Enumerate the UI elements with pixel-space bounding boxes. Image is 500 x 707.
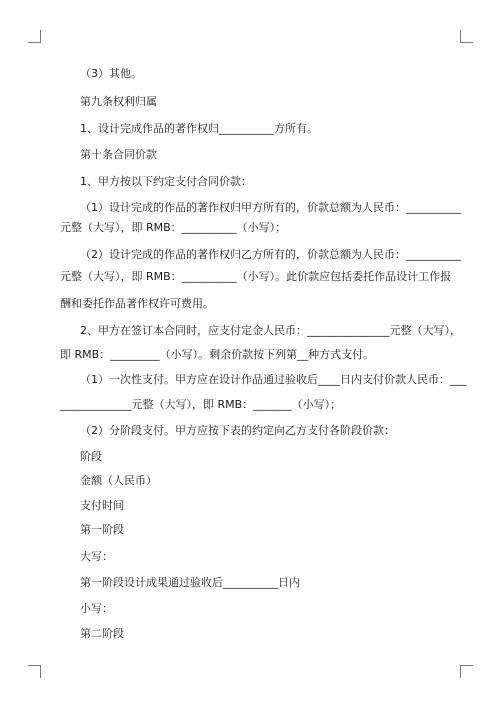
crop-mark-bottom-right: [460, 665, 473, 678]
article-10-item-2-line-1: 2、甲方在签订本合同时，应支付定金人民币：_______________元整（大写），: [80, 324, 461, 337]
stage-2-label: 第二阶段: [80, 627, 124, 640]
lump-sum-line-1: （1）一次性支付。甲方应在设计作品通过验收后____日内支付价款人民币：___: [80, 373, 467, 386]
payment-option-2-line-2: 元整（大写），即 RMB：__________（小写）。此价款应包括委托作品设计工作报: [60, 270, 452, 283]
article-10-item-2-line-2: 即 RMB：_________（小写）。剩余价款按下列第__种方式支付。: [60, 348, 375, 361]
stage-1-time: 第一阶段设计成果通过验收后__________日内: [80, 576, 300, 589]
table-header-stage: 阶段: [80, 450, 102, 463]
article-10-item-1: 1、甲方按以下约定支付合同价款：: [80, 175, 252, 188]
article-10-heading: 第十条合同价款: [80, 148, 157, 161]
payment-option-1-line-1: （1）设计完成的作品的著作权归甲方所有的，价款总额为人民币：__________: [80, 201, 461, 214]
stage-1-label: 第一阶段: [80, 523, 124, 536]
table-header-time: 支付时间: [80, 499, 124, 512]
article-9-item-1: 1、设计完成作品的著作权归__________方所有。: [80, 122, 318, 135]
clause-item-3-other: （3）其他。: [80, 67, 142, 80]
installment-intro: （2）分阶段支付。甲方应按下表的约定向乙方支付各阶段价款：: [80, 424, 395, 437]
stage-1-lowercase: 小写：: [80, 602, 113, 615]
stage-1-uppercase: 大写：: [80, 550, 113, 563]
crop-mark-top-left: [28, 30, 41, 43]
article-9-heading: 第九条权利归属: [80, 95, 157, 108]
table-header-amount: 金额（人民币）: [80, 474, 157, 487]
payment-option-1-line-2: 元整（大写），即 RMB：__________（小写）；: [60, 221, 287, 234]
crop-mark-top-right: [460, 30, 473, 43]
payment-option-2-line-3: 酬和委托作品著作权许可费用。: [60, 297, 214, 310]
lump-sum-line-2: _____________元整（大写），即 RMB：_______（小写）；: [60, 398, 342, 411]
crop-mark-bottom-left: [28, 665, 41, 678]
payment-option-2-line-1: （2）设计完成的作品的著作权归乙方所有的，价款总额为人民币：__________: [80, 248, 461, 261]
